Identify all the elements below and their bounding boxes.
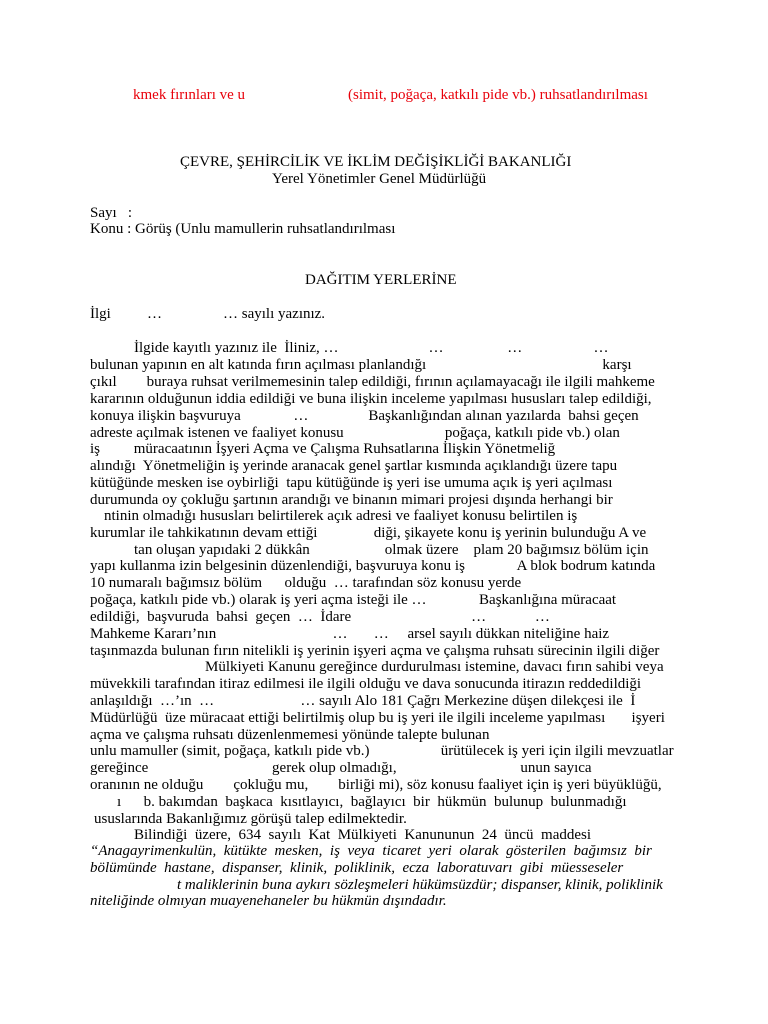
body-line: kütüğünde mesken ise oybirliği tapu kütüğünde iş yeri ise umuma açık iş yeri açılması xyxy=(90,475,613,491)
body-line: unlu mamuller (simit, poğaça, katkılı pide vb.) ürütülecek iş yeri için ilgili mevzuatlar xyxy=(90,743,674,759)
body-line: ı b. bakımdan başkaca kısıtlayıcı, bağlayıcı bir hükmün bulunup bulunmadığı xyxy=(117,794,627,810)
quote-line: “Anagayrimenkulün, kütükte mesken, iş veya ticaret yeri olarak gösterilen bağımsız bir xyxy=(90,843,652,859)
body-line: 10 numaralı bağımsız bölüm olduğu … tarafından söz konusu yerde xyxy=(90,575,522,591)
body-line: yapı kullanma izin belgesinin düzenlendiği, başvuruya konu iş A blok bodrum katında xyxy=(90,558,656,574)
ministry-name: ÇEVRE, ŞEHİRCİLİK VE İKLİM DEĞİŞİKLİĞİ BAKANLIĞI xyxy=(180,154,572,170)
ilgi-reference: … sayılı yazınız. xyxy=(223,306,326,322)
body-line: iş müracaatının İşyeri Açma ve Çalışma Ruhsatlarına İlişkin Yönetmeliğ xyxy=(90,441,556,457)
body-line: ususlarında Bakanlığımız görüşü talep edilmektedir. xyxy=(94,811,407,827)
konu-field: Konu : Görüş (Unlu mamullerin ruhsatlandırılması xyxy=(90,221,396,237)
directorate-name: Yerel Yönetimler Genel Müdürlüğü xyxy=(272,171,487,187)
body-line: açma ve çalışma ruhsatı düzenlenmemesi yönünde talepte bulunan xyxy=(90,727,490,743)
body-line: Müdürlüğü üze müracaat ettiği belirtilmiş olup bu iş yeri ile ilgili inceleme yapılması işyeri xyxy=(90,710,665,726)
ilgi-label: İlgi xyxy=(90,306,111,322)
body-line: oranının ne olduğu çokluğu mu, birliği mi), söz konusu faaliyet için iş yeri büyüklüğü, xyxy=(90,777,662,793)
body-line: Mahkeme Kararı’nın … … arsel sayılı dükkan niteliğine haiz xyxy=(90,626,610,642)
recipient-heading: DAĞITIM YERLERİNE xyxy=(305,272,457,288)
quote-line: bölümünde hastane, dispanser, klinik, poliklinik, ecza laboratuvarı gibi müesseseler xyxy=(90,860,624,876)
body-line: bulunan yapının en alt katında fırın açılması planlandığı karşı xyxy=(90,357,632,373)
body-line: taşınmazda bulunan fırın nitelikli iş yerinin işyeri açma ve çalışma ruhsatı sürecinin ilgili diğer xyxy=(90,643,660,659)
body-line: tan oluşan yapıdaki 2 dükkân olmak üzere plam 20 bağımsız bölüm için xyxy=(134,542,649,558)
body-line: edildiği, başvuruda bahsi geçen … İdare … … xyxy=(90,609,550,625)
ilgi-dots: … xyxy=(147,306,162,322)
quote-line: niteliğinde olmıyan muayenehaneler bu hükmün dışındadır. xyxy=(90,893,447,909)
body-line: çıkıl buraya ruhsat verilmemesinin talep edildiği, fırının açılamayacağı ile ilgili mahkeme xyxy=(90,374,655,390)
body-line: kurumlar ile tahkikatının devam ettiği diği, şikayete konu iş yerinin bulunduğu A ve xyxy=(90,525,647,541)
body-line: poğaça, katkılı pide vb.) olarak iş yeri açma isteği ile … Başkanlığına müracaat xyxy=(90,592,617,608)
body-line: müvekkili tarafından itiraz edilmesi ile ilgili olduğu ve dava sonucunda itirazın reddedildiği xyxy=(90,676,642,692)
body-line: durumunda oy çokluğu şartının arandığı ve binanın mimari projesi dışında herhangi bir xyxy=(90,492,613,508)
body-line: Mülkiyeti Kanunu gereğince durdurulması istemine, davacı fırın sahibi veya xyxy=(205,659,664,675)
body-line: İlgide kayıtlı yazınız ile İliniz, … … … … xyxy=(134,340,609,356)
sayi-field: Sayı : xyxy=(90,205,133,221)
header-title-left: kmek fırınları ve u xyxy=(133,87,246,103)
quote-line: t maliklerinin buna aykırı sözleşmeleri hükümsüzdür; dispanser, klinik, poliklinik xyxy=(177,877,663,893)
body-line: gereğince gerek olup olmadığı, unun sayıca xyxy=(90,760,592,776)
body-line: adreste açılmak istenen ve faaliyet konusu poğaça, katkılı pide vb.) olan xyxy=(90,425,620,441)
body-line: kararının olduğunun iddia edildiği ve buna ilişkin inceleme yapılması hususları talep edildiği, xyxy=(90,391,652,407)
body-line: Bilindiği üzere, 634 sayılı Kat Mülkiyeti Kanununun 24 üncü maddesi xyxy=(134,827,592,843)
body-line: konuya ilişkin başvuruya … Başkanlığından alınan yazılarda bahsi geçen xyxy=(90,408,639,424)
body-line: alındığı Yönetmeliğin iş yerinde aranacak genel şartlar kısmında açıklandığı üzere tapu xyxy=(90,458,618,474)
body-line: anlaşıldığı …’ın … … sayılı Alo 181 Çağrı Merkezine düşen dilekçesi ile İ xyxy=(90,693,636,709)
header-title-right: (simit, poğaça, katkılı pide vb.) ruhsatlandırılması xyxy=(348,87,648,103)
body-line: ntinin olmadığı hususları belirtilerek açık adresi ve faaliyet konusu belirtilen iş xyxy=(104,508,578,524)
